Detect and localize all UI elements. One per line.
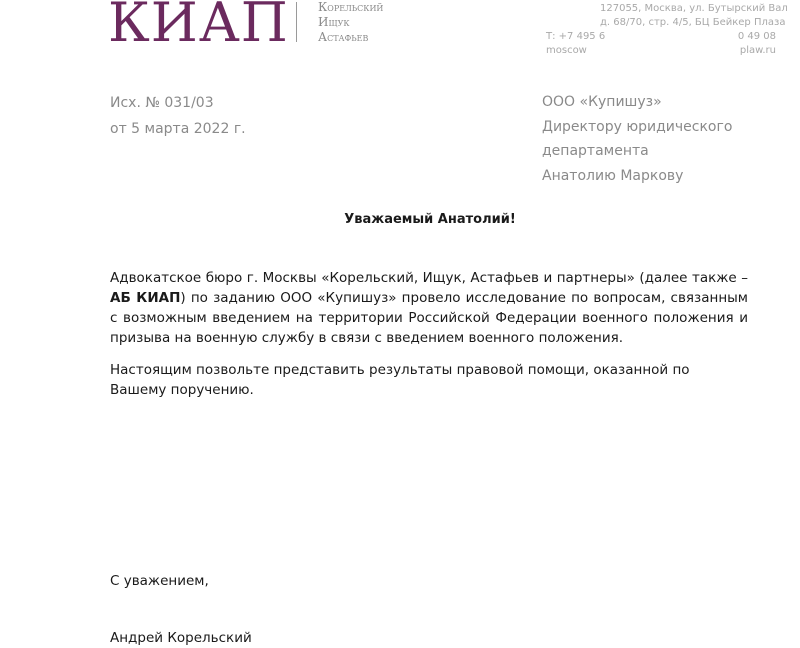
body-paragraph-2: Настоящим позвольте представить результаты правовой помощи, оказанной по Вашему поручению.: [110, 362, 690, 398]
firm-logo: КИАП: [108, 0, 289, 54]
body-paragraph-1: [110, 268, 748, 348]
phone-prefix: Т: +7 495 6: [546, 31, 606, 42]
reference-number: Исх. № 031/03: [110, 95, 214, 111]
para1-bold: АБ КИАП: [110, 290, 181, 306]
greeting: Уважаемый Анатолий!: [344, 212, 516, 227]
city-label: moscow: [546, 45, 587, 56]
contact-left-block: [546, 2, 604, 58]
closing-phrase: С уважением,: [110, 573, 209, 589]
address-line-1: 127055, Москва, ул. Бутырский Вал: [600, 3, 788, 14]
address-line-2: д. 68/70, стр. 4/5, БЦ Бейкер Плаза: [600, 17, 786, 28]
para1-rest: ) по заданию ООО «Купишуз» провело исследование по вопросам, связанным с возможным введением на территории Российской Федерации военного положения и призыва на военную службу в связи с введением военного положения.: [110, 290, 748, 346]
partner-name-3: Астафьев: [318, 30, 369, 44]
outgoing-reference: [110, 90, 246, 142]
partner-name-1: Корельский: [318, 0, 384, 14]
addressee-name: Анатолию Маркову: [542, 167, 684, 184]
logo-divider: [296, 2, 297, 42]
para1-text: Адвокатское бюро г. Москвы «Корельский, Ищук, Астафьев и партнеры» (далее также –: [110, 270, 748, 286]
contact-address-block: [600, 2, 788, 58]
signer-name: Андрей Корельский: [110, 630, 252, 646]
site-link[interactable]: plaw.ru: [739, 45, 776, 56]
partner-name-2: Ищук: [318, 15, 350, 29]
addressee-company: ООО «Купишуз»: [542, 94, 662, 110]
addressee-position-1: Директору юридического: [542, 118, 733, 135]
reference-date: от 5 марта 2022 г.: [110, 121, 246, 137]
firm-partner-names: [318, 0, 383, 45]
addressee-block: [542, 90, 762, 188]
addressee-position-2: департамента: [542, 143, 649, 159]
phone-suffix: 0 49 08: [737, 31, 776, 42]
